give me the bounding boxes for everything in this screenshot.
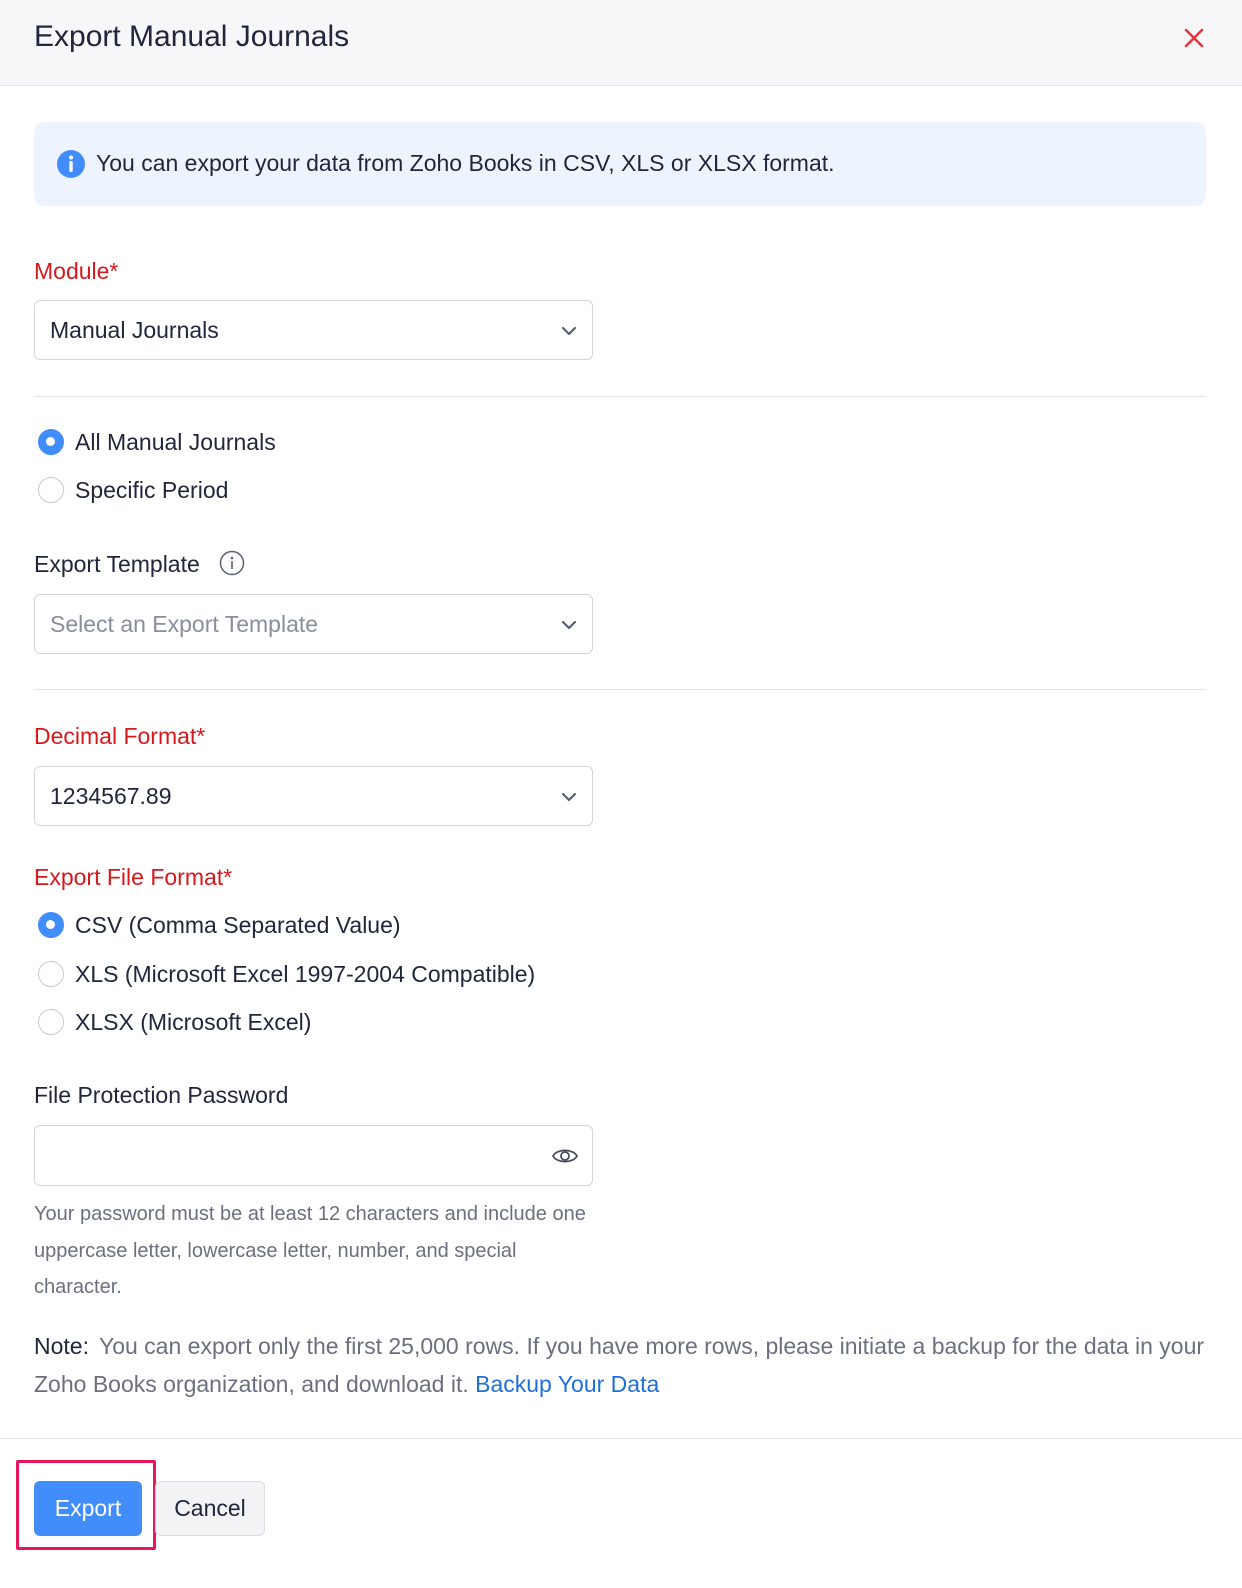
note-text: You can export only the first 25,000 rows. If you have more rows, please initiate a backup for the data in your Zoho Books organization, and download it. [34, 1333, 1205, 1397]
radio-label: CSV (Comma Separated Value) [75, 911, 401, 938]
radio-label: XLS (Microsoft Excel 1997-2004 Compatible) [75, 960, 536, 987]
export-template-select[interactable] [34, 594, 593, 654]
radio-xlsx[interactable] [38, 1007, 311, 1037]
module-select[interactable] [34, 300, 593, 360]
note-label: Note: [34, 1333, 89, 1359]
radio-button[interactable] [38, 477, 64, 503]
radio-button[interactable] [38, 961, 64, 987]
radio-button[interactable] [38, 429, 64, 455]
radio-label: Specific Period [75, 476, 229, 503]
password-label: File Protection Password [34, 1082, 289, 1108]
info-banner-text: You can export your data from Zoho Books in CSV, XLS or XLSX format. [96, 150, 835, 176]
footer-divider [0, 1438, 1242, 1439]
decimal-format-label: Decimal Format* [34, 723, 206, 749]
decimal-format-value: 1234567.89 [50, 783, 172, 809]
eye-icon[interactable] [551, 1143, 579, 1169]
radio-csv[interactable] [38, 910, 401, 940]
export-file-format-label: Export File Format* [34, 864, 233, 890]
radio-specific-period[interactable] [38, 475, 228, 505]
password-help-text: Your password must be at least 12 characters and include one uppercase letter, lowercase letter, number, and special character. [34, 1203, 586, 1298]
radio-all-manual-journals[interactable] [38, 427, 276, 457]
cancel-button[interactable]: Cancel [155, 1481, 265, 1536]
modal-header [0, 0, 1242, 86]
decimal-format-select[interactable] [34, 766, 593, 826]
chevron-down-icon [560, 616, 578, 634]
password-input[interactable] [47, 1136, 537, 1176]
backup-your-data-link[interactable]: Backup Your Data [475, 1371, 660, 1397]
modal-title: Export Manual Journals [34, 20, 350, 53]
export-button[interactable]: Export [34, 1481, 142, 1536]
radio-button[interactable] [38, 1009, 64, 1035]
radio-label: XLSX (Microsoft Excel) [75, 1008, 312, 1035]
divider [34, 689, 1206, 690]
info-outline-icon[interactable] [219, 550, 245, 576]
export-template-placeholder: Select an Export Template [50, 611, 319, 637]
divider [34, 396, 1206, 397]
radio-button[interactable] [38, 912, 64, 938]
info-banner [34, 122, 1206, 206]
info-icon [56, 149, 86, 179]
password-field[interactable] [34, 1125, 593, 1186]
radio-xls[interactable] [38, 959, 535, 989]
close-button[interactable] [1176, 20, 1212, 56]
chevron-down-icon [560, 322, 578, 340]
chevron-down-icon [560, 788, 578, 806]
export-template-label: Export Template [34, 551, 200, 577]
module-label: Module* [34, 258, 119, 284]
module-select-value: Manual Journals [50, 317, 219, 343]
export-note [34, 1327, 1206, 1403]
radio-label: All Manual Journals [75, 428, 276, 455]
close-icon [1183, 27, 1205, 49]
